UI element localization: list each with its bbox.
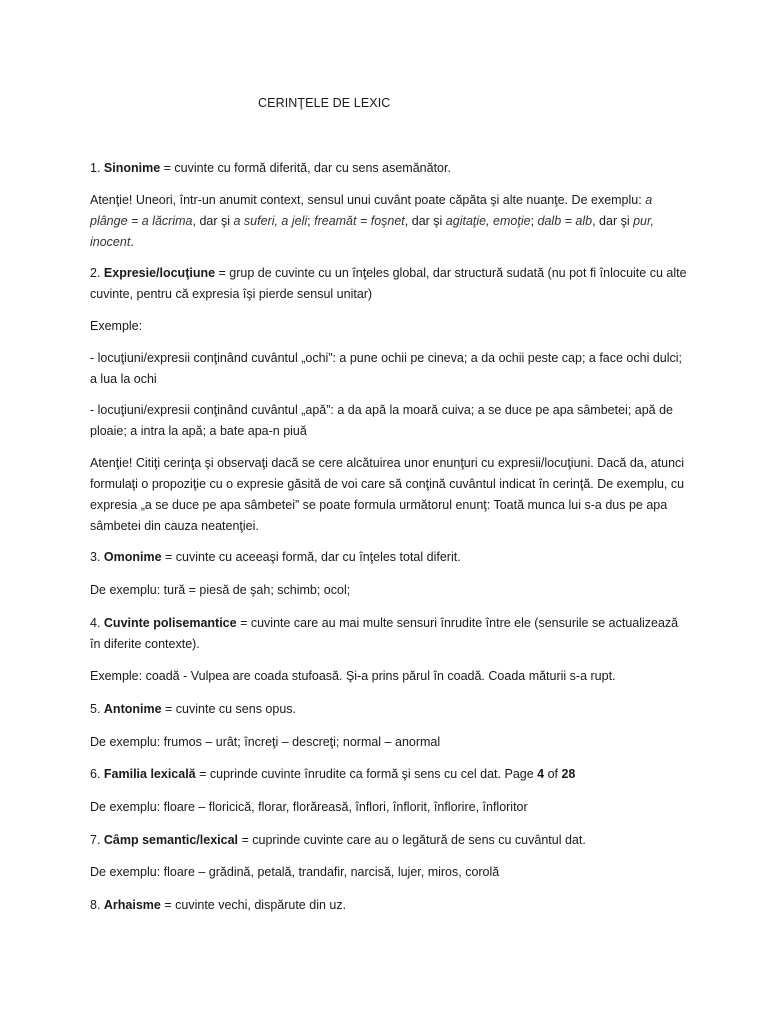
page-total: 28 <box>561 767 576 781</box>
term-camp-semantic: Câmp semantic/lexical <box>103 833 239 847</box>
note-expresii: Atenţie! Citiţi cerinţa şi observaţi dacă se cere alcătuirea unor enunţuri cu expresii/locuţiuni. Dacă da, atunci formulaţi o propoziţie cu o expresie găsită de voi care să conţină cuvântul indicat în cerinţă. De exemplu, cu expresia „a se duce pe apa sâmbetei” se poate formula următorul enunţ: Toată munca lui s-a dus pe apa sâmbetei din cauza neatenţiei. <box>90 456 685 533</box>
note-sinonime: Atenţie! Uneori, într-un anumit context, sensul unui cuvânt poate căpăta şi alte nuanţe. De exemplu: a plânge = a lăcrima, dar şi a suferi, a jeli; freamăt = foşnet, dar şi agitaţie, emoţie; dalb = alb, dar şi pur, inocent. <box>90 193 654 249</box>
term-familia-lexicala: Familia lexicală <box>103 767 196 781</box>
examples-apa: - locuţiuni/expresii conţinând cuvântul „apă”: a da apă la moară cuiva; a se duce pe apa sâmbetei; apă de ploaie; a intra la apă; a bate apa-n piuă <box>90 403 674 438</box>
item-omonime: 3. Omonime = cuvinte cu aceeaşi formă, dar cu înţeles total diferit. <box>90 550 461 564</box>
term-antonime: Antonime <box>103 702 162 716</box>
example-camp-semantic: De exemplu: floare – grădină, petală, trandafir, narcisă, lujer, miros, corolă <box>90 865 500 879</box>
item-sinonime: 1. Sinonime = cuvinte cu formă diferită, dar cu sens asemănător. <box>90 161 451 175</box>
example-antonime: De exemplu: frumos – urât; încreţi – descreţi; normal – anormal <box>90 735 441 749</box>
item-camp-semantic: 7. Câmp semantic/lexical = cuprinde cuvinte care au o legătură de sens cu cuvântul dat. <box>90 833 586 847</box>
page-number: 4 <box>537 767 545 781</box>
term-expresie: Expresie/locuţiune <box>103 266 216 280</box>
item-familia-lexicala: 6. Familia lexicală = cuprinde cuvinte înrudite ca formă şi sens cu cel dat. Page 4 of 28 <box>90 767 576 781</box>
term-omonime: Omonime <box>103 550 162 564</box>
item-polisemantice: 4. Cuvinte polisemantice = cuvinte care au mai multe sensuri înrudite între ele (sensurile se actualizează în diferite contexte). <box>90 616 679 651</box>
item-arhaisme: 8. Arhaisme = cuvinte vechi, dispărute din uz. <box>90 898 347 912</box>
term-sinonime: Sinonime <box>103 161 161 175</box>
example-familia-lexicala: De exemplu: floare – floricică, florar, florăreasă, înflori, înflorit, înflorire, înfloritor <box>90 800 528 814</box>
term-arhaisme: Arhaisme <box>103 898 161 912</box>
item-expresie: 2. Expresie/locuţiune = grup de cuvinte cu un înţeles global, dar structură sudată (nu pot fi înlocuite cu alte cuvinte, pentru că expresia îşi pierde sensul unitar) <box>90 266 687 301</box>
item-antonime: 5. Antonime = cuvinte cu sens opus. <box>90 702 297 716</box>
examples-ochi: - locuţiuni/expresii conţinând cuvântul „ochi”: a pune ochii pe cineva; a da ochii peste cap; a face ochi dulci; a lua la ochi <box>90 351 683 386</box>
term-polisemantice: Cuvinte polisemantice <box>103 616 237 630</box>
example-omonime: De exemplu: tură = piesă de şah; schimb; ocol; <box>90 583 351 597</box>
example-polisemantice: Exemple: coadă - Vulpea are coada stufoasă. Şi-a prins părul în coadă. Coada măturii s-a rupt. <box>90 669 616 683</box>
page-title: CERINŢELE DE LEXIC <box>258 96 391 110</box>
examples-heading: Exemple: <box>90 319 143 333</box>
